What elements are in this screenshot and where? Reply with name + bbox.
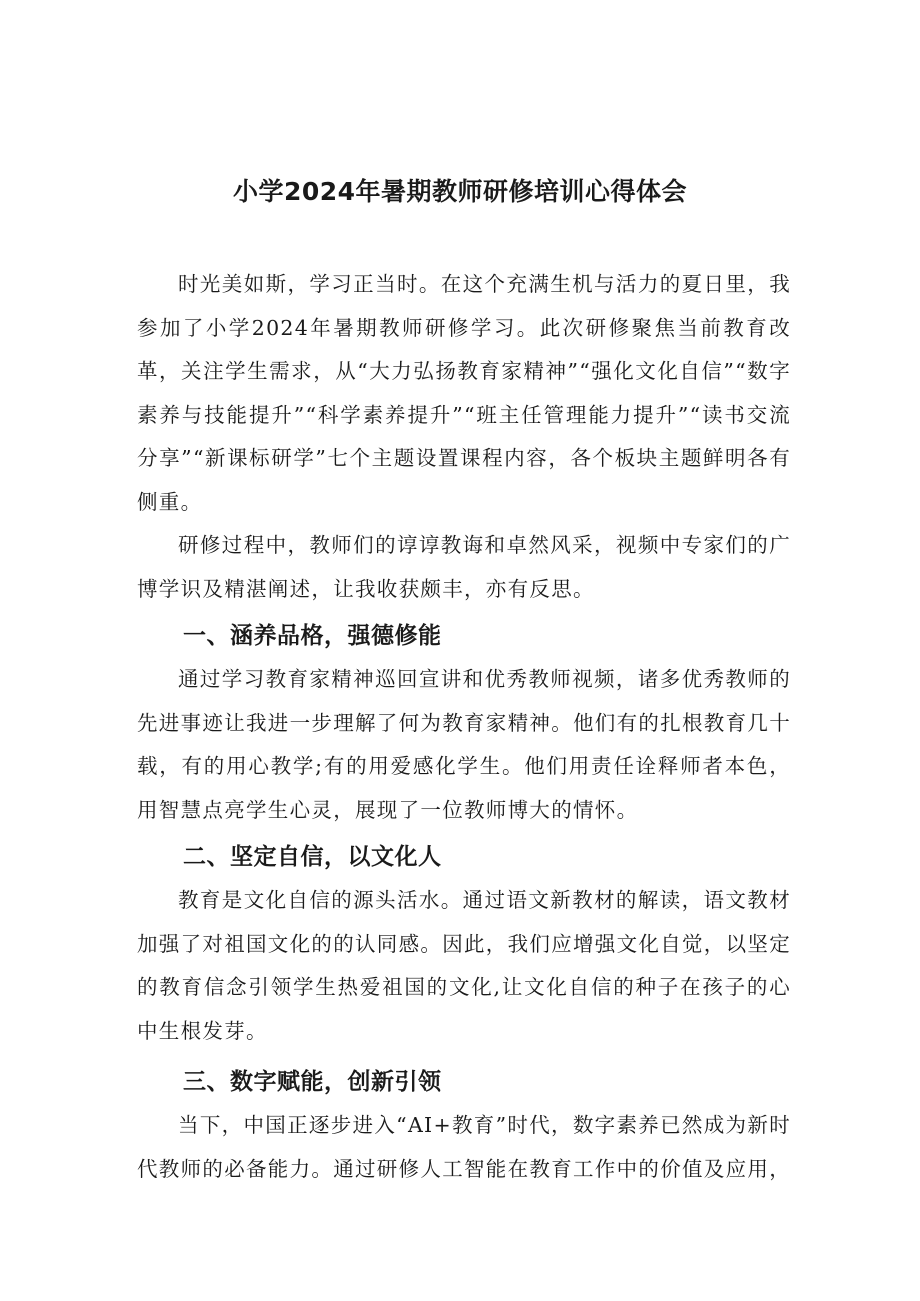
intro-paragraph: 时光美如斯，学习正当时。在这个充满生机与活力的夏日里，我参加了小学2024年暑期教师研修学习。此次研修聚焦当前教育改革，关注学生需求，从“大力弘扬教育家精神”“强化文化自信”“数字素养与技能提升”“科学素养提升”“班主任管理能力提升”“读书交流分享”“新课标研学”七个主题设置课程内容，各个板块主题鲜明各有侧重。 [137, 272, 791, 514]
section-heading-2: 二、坚定自信，以文化人 [183, 844, 442, 870]
section-body-1: 通过学习教育家精神巡回宣讲和优秀教师视频，诸多优秀教师的先进事迹让我进一步理解了何为教育家精神。他们有的扎根教育几十载，有的用心教学;有的用爱感化学生。他们用责任诠释师者本色，用智慧点亮学生心灵，展现了一位教师博大的情怀。 [137, 667, 791, 822]
section-heading-1: 一、涵养品格，强德修能 [183, 623, 442, 649]
document-title: 小学2024年暑期教师研修培训心得体会 [232, 177, 688, 206]
section-body-3: 当下，中国正逐步进入“AI+教育”时代，数字素养已然成为新时代教师的必备能力。通过研修人工智能在教育工作中的价值及应用， [137, 1113, 791, 1181]
document-body [137, 263, 791, 1191]
process-paragraph: 研修过程中，教师们的谆谆教诲和卓然风采，视频中专家们的广博学识及精湛阐述，让我收获颇丰，亦有反思。 [137, 533, 791, 601]
section-body-2: 教育是文化自信的源头活水。通过语文新教材的解读，语文教材加强了对祖国文化的的认同感。因此，我们应增强文化自觉，以坚定的教育信念引领学生热爱祖国的文化,让文化自信的种子在孩子的心中生根发芽。 [137, 888, 791, 1043]
section-heading-3: 三、数字赋能，创新引领 [183, 1069, 442, 1095]
